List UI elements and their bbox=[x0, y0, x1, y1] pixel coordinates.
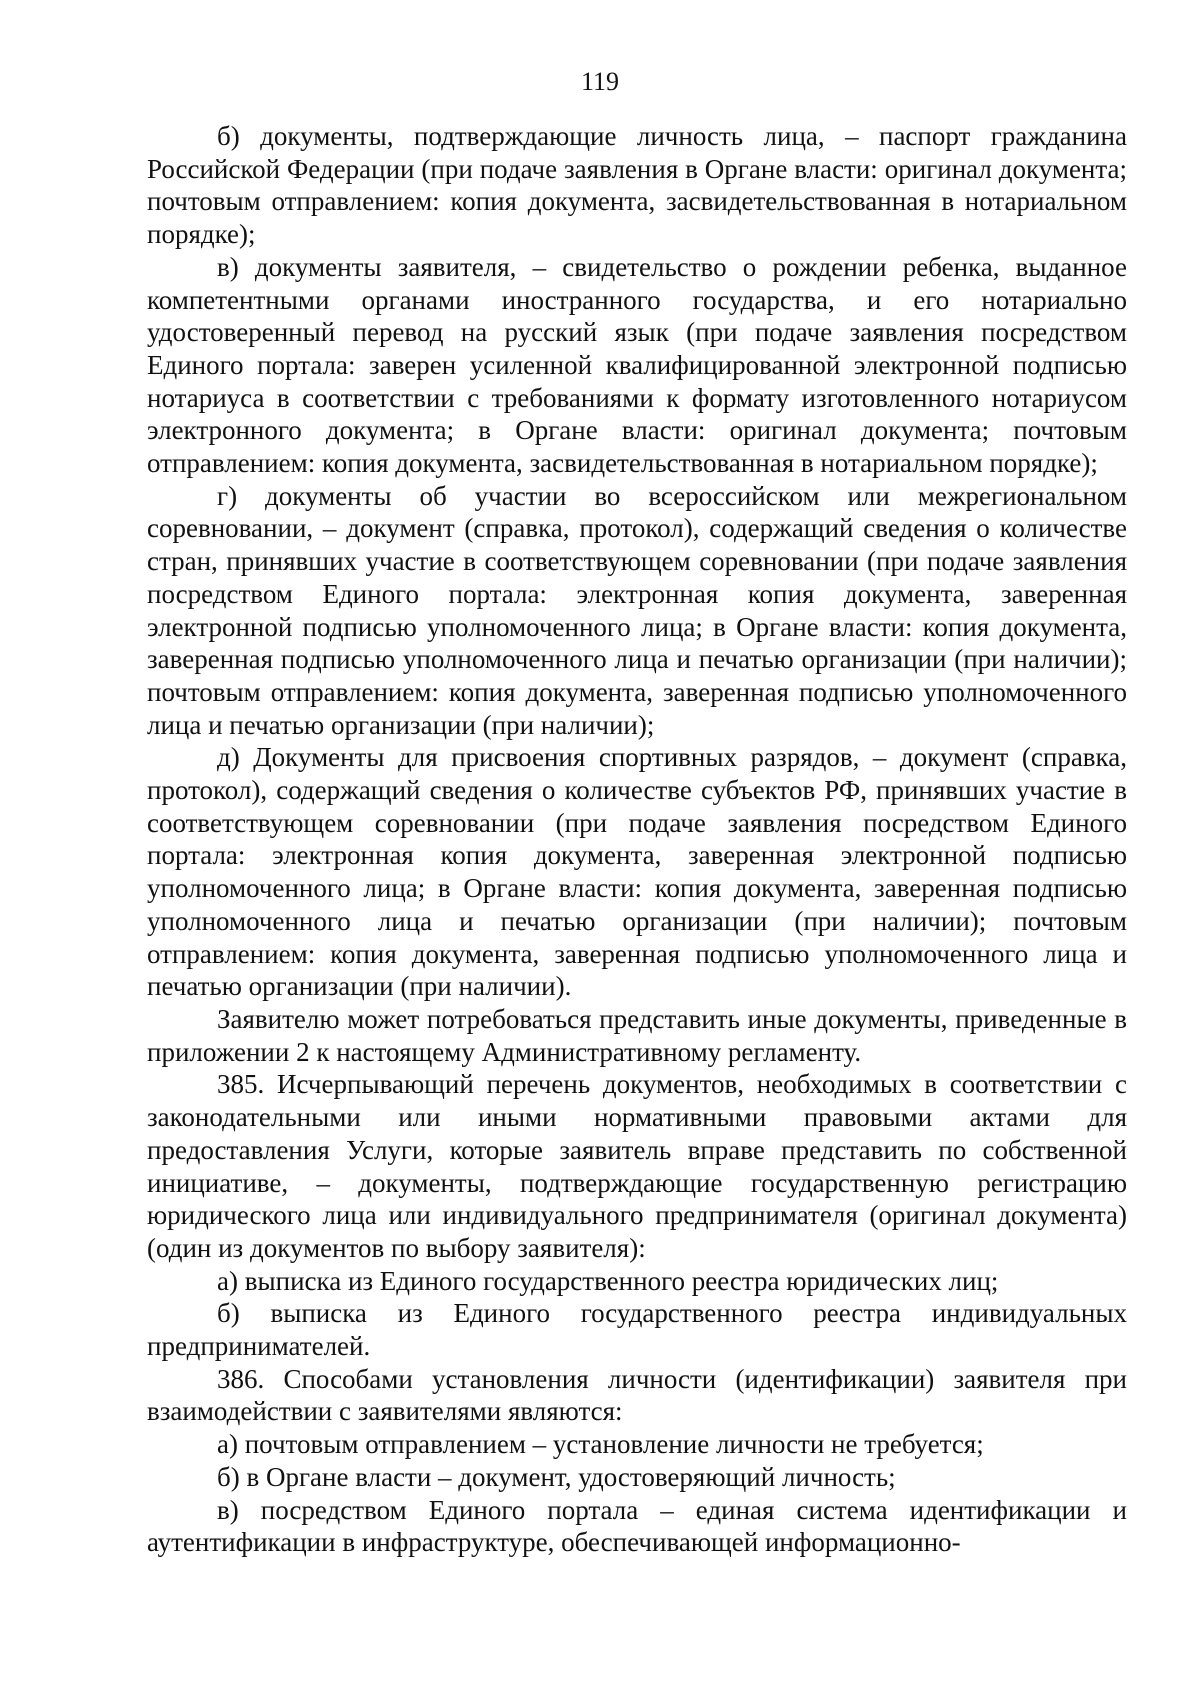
paragraph-g-competition-participation: г) документы об участии во всероссийском или межрегиональном соревновании, – документ (справка, протокол), содержащий сведения о количестве стран, принявших участие в соответствующем соревновании (при подаче заявления посредством Единого портала: электронная копия документа, заверенная электронной подписью уполномоченного лица; в Органе власти: копия документа, заверенная подписью уполномоченного лица и печатью организации (при наличии); почтовым отправлением: копия документа, заверенная подписью уполномоченного лица и печатью организации (при наличии); bbox=[147, 480, 1127, 740]
paragraph-386-b: б) в Органе власти – документ, удостоверяющий личность; bbox=[217, 1461, 896, 1492]
page-number: 119 bbox=[580, 67, 620, 96]
paragraph-v-applicant-documents: в) документы заявителя, – свидетельство о рождении ребенка, выданное компетентными органами иностранного государства, и его нотариально удостоверенный перевод на русский язык (при подаче заявления посредством Единого портала: заверен усиленной квалифицированной электронной подписью нотариуса в соответствии с требованиями к формату изготовленного нотариусом электронного документа; в Органе власти: оригинал документа; почтовым отправлением: копия документа, засвидетельствованная в нотариальном порядке); bbox=[147, 251, 1127, 479]
paragraph-386-v: в) посредством Единого портала – единая система идентификации и аутентификации в инфраструктуре, обеспечивающей информационно- bbox=[147, 1494, 1127, 1558]
paragraph-d-sports-ranks: д) Документы для присвоения спортивных разрядов, – документ (справка, протокол), содержащий сведения о количестве субъектов РФ, принявших участие в соответствующем соревновании (при подаче заявления посредством Единого портала: электронная копия документа, заверенная электронной подписью уполномоченного лица; в Органе власти: копия документа, заверенная подписью уполномоченного лица и печатью организации (при наличии); почтовым отправлением: копия документа, заверенная подписью уполномоченного лица и печатью организации (при наличии). bbox=[147, 742, 1127, 1002]
document-body bbox=[147, 120, 1127, 1559]
paragraph-385: 385. Исчерпывающий перечень документов, необходимых в соответствии с законодательными или иными нормативными правовыми актами для предоставления Услуги, которые заявитель вправе представить по собственной инициативе, – документы, подтверждающие государственную регистрацию юридического лица или индивидуального предпринимателя (оригинал документа) (один из документов по выбору заявителя): bbox=[147, 1069, 1127, 1263]
paragraph-b-identity-documents: б) документы, подтверждающие личность лица, – паспорт гражданина Российской Федерации (при подаче заявления в Органе власти: оригинал документа; почтовым отправлением: копия документа, засвидетельствованная в нотариальном порядке); bbox=[147, 121, 1127, 250]
paragraph-other-documents: Заявителю может потребоваться представить иные документы, приведенные в приложении 2 к настоящему Административному регламенту. bbox=[147, 1003, 1127, 1067]
paragraph-386: 386. Способами установления личности (идентификации) заявителя при взаимодействии с заявителями являются: bbox=[147, 1363, 1127, 1427]
paragraph-385-b: б) выписка из Единого государственного реестра индивидуальных предпринимателей. bbox=[147, 1298, 1127, 1362]
paragraph-386-a: а) почтовым отправлением – установление личности не требуется; bbox=[217, 1429, 984, 1460]
paragraph-385-a: а) выписка из Единого государственного реестра юридических лиц; bbox=[217, 1265, 999, 1296]
